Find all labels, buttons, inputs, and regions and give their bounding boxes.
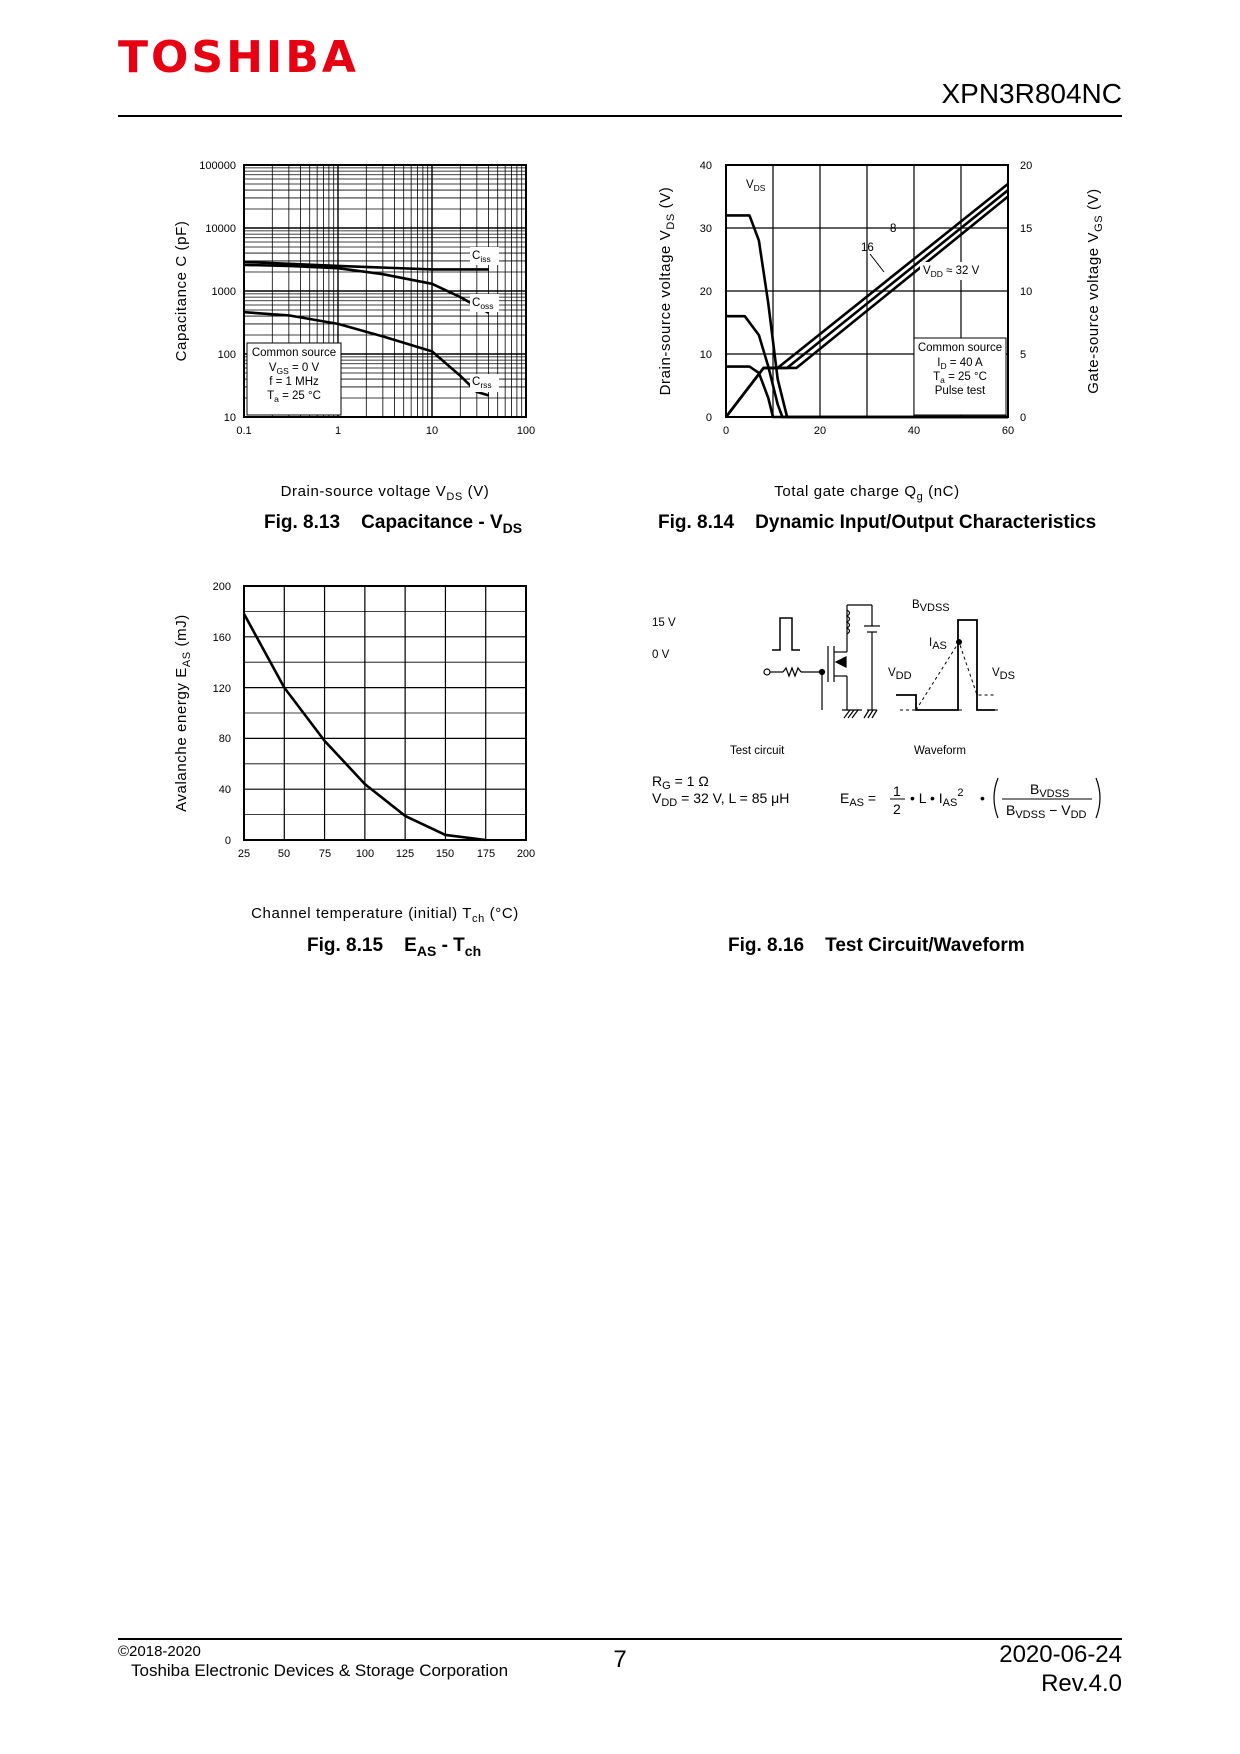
y-tick-label: 80 xyxy=(218,733,231,745)
label-ias: IAS xyxy=(929,637,947,652)
formula-mid: • L • $I_{AS}^2$ xyxy=(910,787,964,809)
conditions-title: Common source xyxy=(917,342,1003,354)
figure-caption: Test Circuit/Waveform xyxy=(825,935,1025,956)
x-tick-label: 150 xyxy=(435,848,455,860)
y-tick-label: 160 xyxy=(212,632,231,644)
x-tick-label: 60 xyxy=(1001,425,1015,437)
footer-rule xyxy=(118,1638,1122,1640)
test-conditions xyxy=(652,773,789,809)
y-tick-label: 10 xyxy=(223,412,236,424)
y-tick-label: 0 xyxy=(705,412,712,424)
figure-caption-sub: DS xyxy=(502,519,523,536)
figure-caption: Capacitance - V xyxy=(361,512,503,533)
y-tick-labels xyxy=(199,160,236,424)
x-tick-labels xyxy=(723,425,1014,437)
document-date: 2020-06-24 xyxy=(999,1641,1122,1668)
label-vds: $V_{DS}$ xyxy=(746,179,766,193)
y-right-axis-label: Gate-source voltage $V_{GS}$ (V) xyxy=(1085,188,1105,394)
formula-num: 1 xyxy=(893,783,901,799)
condition-freq: f = 1 MHz xyxy=(269,376,319,388)
condition-vgs: $V_{GS} = 0$ V xyxy=(268,362,320,376)
x-tick-labels xyxy=(238,848,535,860)
x-axis-label: Total gate charge $Q_g$ (nC) xyxy=(774,483,960,503)
y2-tick-label: 20 xyxy=(1020,160,1033,172)
y-tick-label: 200 xyxy=(212,581,231,593)
test-circuit-schematic xyxy=(764,605,880,718)
y2-tick-label: 5 xyxy=(1020,349,1027,361)
label-ciss: $C_{iss}$ xyxy=(472,250,491,264)
gate-pulse-symbol xyxy=(652,617,800,661)
formula-frac-num: $B_{VDSS}$ xyxy=(1030,781,1070,800)
figure-number: Fig. 8.14 xyxy=(658,512,735,533)
condition-vdd-l: $V_{DD} = 32$ V, L = 85 μH xyxy=(652,790,790,809)
label-crss: $C_{rss}$ xyxy=(472,376,492,390)
figure-caption: Dynamic Input/Output Characteristics xyxy=(755,512,1097,533)
x-tick-label: 125 xyxy=(395,848,415,860)
leader-line xyxy=(870,254,884,272)
x-tick-label: 1 xyxy=(334,425,342,437)
fig-8-14-caption xyxy=(658,512,1096,534)
label-waveform: Waveform xyxy=(914,745,966,757)
label-16: 16 xyxy=(861,242,874,254)
condition-rg: $R_G = 1$ Ω xyxy=(652,773,709,792)
eas-formula xyxy=(840,778,1100,821)
x-tick-label: 20 xyxy=(813,425,827,437)
fig-8-14-chart xyxy=(650,148,1130,503)
x-tick-label: 10 xyxy=(425,425,439,437)
label-vdd: VDD xyxy=(888,667,912,682)
x-tick-labels xyxy=(236,425,535,437)
fig-8-15-chart xyxy=(150,572,570,925)
y-tick-label: 100000 xyxy=(199,160,236,172)
condition-ta: $T_a = 25$ °C xyxy=(267,390,321,404)
grid xyxy=(244,586,526,840)
formula-den: 2 xyxy=(893,801,901,817)
y-left-tick-labels xyxy=(700,160,712,424)
y-tick-label: 1000 xyxy=(211,286,236,298)
condition-ta: $T_a = 25$ °C xyxy=(933,371,987,385)
x-tick-label: 0 xyxy=(722,425,730,437)
formula-eas: $E_{AS}$ = xyxy=(840,790,877,809)
x-tick-label: 75 xyxy=(318,848,332,860)
label-15v: 15 V xyxy=(652,617,676,629)
x-tick-label: 175 xyxy=(476,848,496,860)
formula-paren-left xyxy=(994,778,998,818)
y-axis-label: Capacitance C (pF) xyxy=(173,220,190,362)
x-axis-label: Drain-source voltage $V_{DS}$ (V) xyxy=(280,483,490,503)
fig-8-13-chart xyxy=(150,148,570,503)
label-8: 8 xyxy=(890,223,897,235)
label-bvdss: BVDSS xyxy=(912,599,950,614)
y-tick-label: 10 xyxy=(699,349,712,361)
x-tick-label: 100 xyxy=(516,425,536,437)
condition-pulse: Pulse test xyxy=(934,385,986,397)
label-0v: 0 V xyxy=(652,649,670,661)
fig-8-13-caption xyxy=(264,512,522,536)
company-name: Toshiba Electronic Devices & Storage Corporation xyxy=(131,1661,509,1680)
y-left-axis-label: Drain-source voltage $V_{DS}$ (V) xyxy=(657,186,677,396)
x-axis-label: Channel temperature (initial) $T_{ch}$ (°C) xyxy=(251,905,519,925)
document-revision: Rev.4.0 xyxy=(1041,1670,1122,1697)
x-tick-label: 50 xyxy=(277,848,291,860)
page-number: 7 xyxy=(613,1646,627,1673)
caption-eas-sub: AS xyxy=(416,942,437,959)
y-tick-label: 0 xyxy=(224,835,231,847)
label-vds: VDS xyxy=(992,667,1015,682)
formula-dot: • xyxy=(980,790,985,806)
x-tick-label: 0.1 xyxy=(236,425,252,437)
x-tick-label: 40 xyxy=(907,425,921,437)
formula-frac-den: $B_{VDSS} - V_{DD}$ xyxy=(1006,802,1087,821)
formula-paren-right xyxy=(1096,778,1100,818)
fig-8-15-caption xyxy=(307,935,481,959)
condition-id: $I_D = 40$ A xyxy=(937,357,983,371)
conditions-title: Common source xyxy=(251,347,337,359)
caption-tch: - T xyxy=(436,935,465,956)
y-right-tick-labels xyxy=(1020,160,1032,424)
y-tick-label: 100 xyxy=(217,349,236,361)
y2-tick-label: 10 xyxy=(1020,286,1033,298)
y-tick-label: 40 xyxy=(699,160,712,172)
y-tick-label: 30 xyxy=(699,223,712,235)
label-coss: $C_{oss}$ xyxy=(472,297,494,311)
fig-8-16-caption xyxy=(728,935,1025,957)
caption-eas: E xyxy=(404,935,417,956)
figure-number: Fig. 8.16 xyxy=(728,935,805,956)
label-vdd: $V_{DD} \approx 32$ V xyxy=(923,265,980,279)
y2-tick-label: 15 xyxy=(1020,223,1033,235)
waveform-diagram xyxy=(888,599,1015,710)
figure-number: Fig. 8.13 xyxy=(264,512,341,533)
y2-tick-label: 0 xyxy=(1020,412,1027,424)
conditions-box xyxy=(247,343,341,415)
conditions-box xyxy=(914,338,1006,415)
x-tick-label: 200 xyxy=(516,848,536,860)
copyright: ©2018-2020 xyxy=(118,1643,201,1660)
header-rule xyxy=(118,115,1122,117)
y-tick-label: 40 xyxy=(218,784,231,796)
part-number: XPN3R804NC xyxy=(941,78,1122,109)
y-tick-labels xyxy=(213,581,231,847)
y-tick-label: 20 xyxy=(699,286,712,298)
x-tick-label: 100 xyxy=(355,848,375,860)
x-tick-label: 25 xyxy=(237,848,251,860)
y-tick-label: 120 xyxy=(212,683,231,695)
caption-tch-sub: ch xyxy=(464,942,482,959)
y-axis-label: Avalanche energy $E_{AS}$ (mJ) xyxy=(173,614,193,812)
fig-8-16-diagram xyxy=(650,590,1130,820)
toshiba-logo: TOSHIBA xyxy=(118,32,359,83)
y-tick-label: 10000 xyxy=(205,223,236,235)
figure-number: Fig. 8.15 xyxy=(307,935,384,956)
label-test-circuit: Test circuit xyxy=(730,745,785,757)
